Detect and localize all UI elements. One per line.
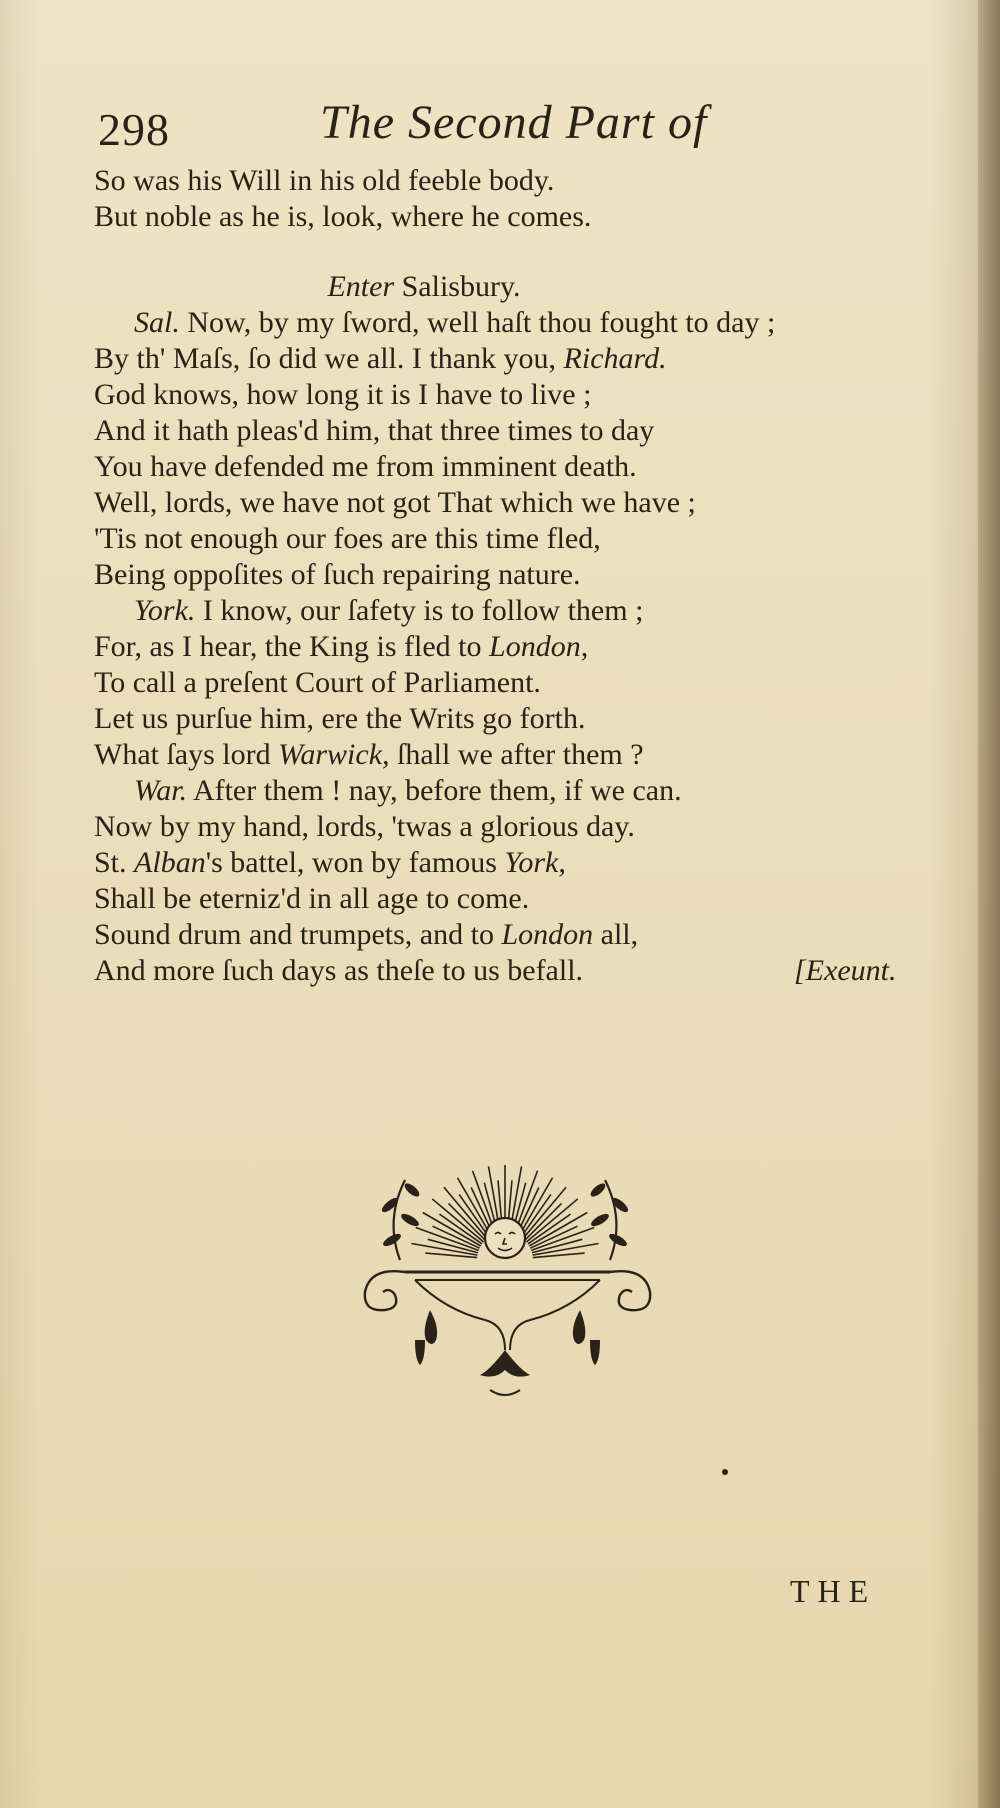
line-text: all, [593,918,639,951]
line-text: What ſays lord [94,738,279,771]
verse-line [94,809,934,845]
line-text: You have defended me from imminent death. [94,450,637,483]
verse-line [94,305,934,341]
running-title: The Second Part of [320,96,708,149]
line-text: Shall be eterniz'd in all age to come. [94,882,530,915]
italic-text: Enter [327,270,395,303]
italic-text: War. [134,774,188,807]
italic-text: London [501,918,594,951]
line-text: For, as I hear, the King is fled to [94,630,490,663]
ink-speck [722,1469,728,1475]
page-header [98,95,798,165]
verse-line [94,953,934,989]
verse-line [94,341,934,377]
line-text: Sound drum and trumpets, and to [94,918,502,951]
verse-line [94,701,934,737]
verse-line [94,773,934,809]
sun-ray [525,1203,562,1240]
line-text: And more ſuch days as theſe to us befall. [94,954,584,987]
stanza-gap [94,235,934,269]
line-text: ſhall we after them ? [389,738,644,771]
verse-line [94,881,934,917]
line-text: Now by my hand, lords, 'twas a glorious day. [94,810,635,843]
stage-direction [94,269,754,305]
verse-line [94,917,934,953]
verse-line [94,485,934,521]
line-text: I know, our ſafety is to follow them ; [195,594,644,627]
page-gutter-shadow [978,0,1000,1808]
line-text: St. [94,846,135,879]
line-text: Now, by my ſword, well haſt thou fought to day ; [179,306,776,339]
line-text: 's battel, won by famous [205,846,505,879]
verse-line [94,163,934,199]
line-text: God knows, how long it is I have to live ; [94,378,592,411]
line-text: But noble as he is, look, where he comes. [94,200,592,233]
verse-line [94,593,934,629]
italic-text: York, [504,846,566,879]
italic-text: Richard. [563,342,667,375]
verse-line [94,449,934,485]
sunburst-face-ornament-icon [330,1150,680,1430]
page-number: 298 [98,104,170,155]
italic-text: London, [489,630,589,663]
verse-line [94,377,934,413]
verse-line [94,665,934,701]
verse-line [94,629,934,665]
catchword: THE [790,1573,877,1609]
verse-line [94,413,934,449]
line-text: Salisbury. [394,270,521,303]
italic-text: Alban [134,846,206,879]
italic-text: Warwick, [278,738,390,771]
verse-line [94,199,934,235]
italic-text: Sal. [134,306,180,339]
line-text: 'Tis not enough our foes are this time fled, [94,522,601,555]
exeunt-stage-direction: [Exeunt. [794,954,897,987]
line-text: So was his Will in his old feeble body. [94,164,555,197]
verse-line [94,557,934,593]
italic-text: York. [134,594,196,627]
verse-line [94,737,934,773]
line-text: By th' Maſs, ſo did we all. I thank you, [94,342,564,375]
line-text: Let us purſue him, ere the Writs go forth. [94,702,586,735]
line-text: After them ! nay, before them, if we can. [187,774,682,807]
line-text: And it hath pleas'd him, that three times to day [94,414,655,447]
line-text: Being oppoſites of ſuch repairing nature. [94,558,581,591]
play-text [94,163,934,989]
line-text: To call a preſent Court of Parliament. [94,666,541,699]
verse-line [94,845,934,881]
verse-line [94,521,934,557]
line-text: Well, lords, we have not got That which we have ; [94,486,696,519]
sun-ray [448,1203,485,1240]
